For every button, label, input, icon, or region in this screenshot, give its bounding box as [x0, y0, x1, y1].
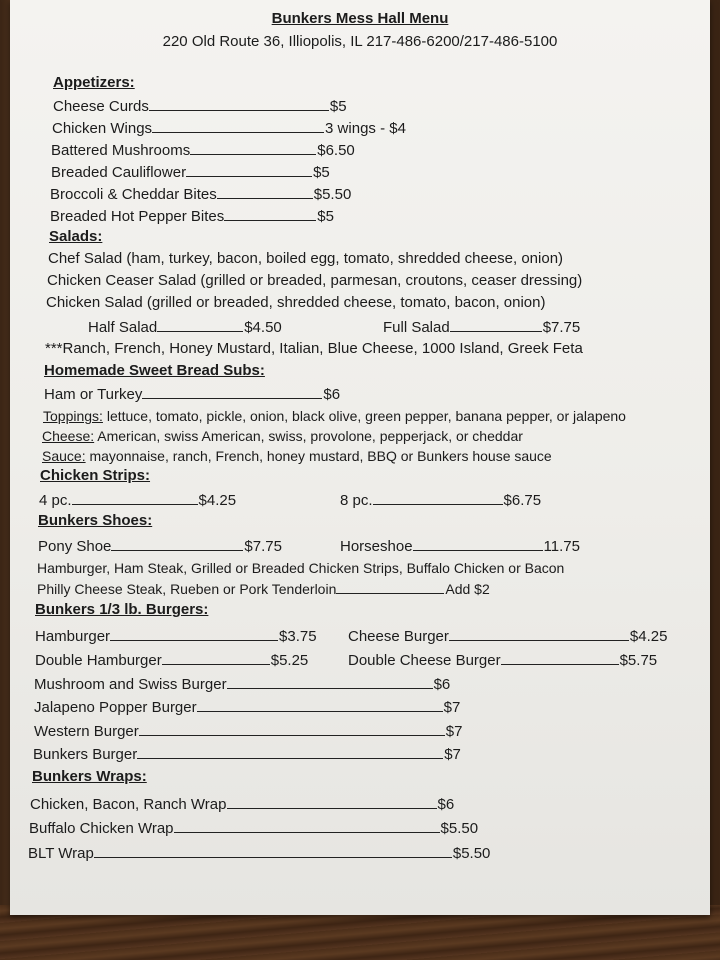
menu-sheet: [10, 0, 710, 915]
wraps-heading: Bunkers Wraps:: [32, 768, 147, 785]
cheese-line: Cheese: American, swiss American, swiss, provolone, pepperjack, or cheddar: [42, 428, 523, 444]
salad-full-price: Full Salad $7.75: [383, 319, 581, 336]
hamburger: Hamburger $3.75: [35, 628, 317, 645]
salad-half-price: Half Salad $4.50: [88, 319, 282, 336]
burgers-heading: Bunkers 1/3 lb. Burgers:: [35, 601, 209, 618]
menu-item: Buffalo Chicken Wrap $5.50: [29, 820, 479, 837]
dressings-list: ***Ranch, French, Honey Mustard, Italian, Blue Cheese, 1000 Island, Greek Feta: [45, 340, 583, 357]
menu-item: Western Burger $7: [34, 723, 463, 740]
pony-shoe: Pony Shoe $7.75: [38, 538, 282, 555]
menu-item: BLT Wrap $5.50: [28, 845, 491, 862]
double-hamburger: Double Hamburger $5.25: [35, 652, 309, 669]
strips-heading: Chicken Strips:: [40, 467, 151, 484]
horseshoe: Horseshoe 11.75: [340, 538, 580, 555]
shoe-options: Hamburger, Ham Steak, Grilled or Breaded Chicken Strips, Buffalo Chicken or Bacon: [37, 560, 565, 576]
salad-description: Chicken Ceaser Salad (grilled or breaded, parmesan, croutons, ceaser dressing): [47, 272, 583, 289]
menu-item: Ham or Turkey $6: [44, 386, 341, 403]
menu-item: Bunkers Burger $7: [33, 746, 461, 763]
toppings-line: Toppings: lettuce, tomato, pickle, onion, black olive, green pepper, banana pepper, or jalapeno: [43, 408, 626, 424]
salads-heading: Salads:: [49, 228, 103, 245]
menu-item: Mushroom and Swiss Burger $6: [34, 676, 451, 693]
shoe-extras: Philly Cheese Steak, Rueben or Pork Tenderloin Add $2: [37, 581, 490, 597]
double-cheese-burger: Double Cheese Burger $5.75: [348, 652, 658, 669]
subs-heading: Homemade Sweet Bread Subs:: [44, 362, 265, 379]
menu-item: Battered Mushrooms $6.50: [51, 142, 355, 159]
menu-item: Breaded Cauliflower $5: [51, 164, 330, 181]
sauce-line: Sauce: mayonnaise, ranch, French, honey mustard, BBQ or Bunkers house sauce: [42, 448, 552, 464]
appetizers-heading: Appetizers:: [53, 74, 135, 91]
menu-item: Chicken, Bacon, Ranch Wrap $6: [30, 796, 455, 813]
menu-item: Broccoli & Cheddar Bites $5.50: [50, 186, 352, 203]
menu-address: 220 Old Route 36, Illiopolis, IL 217-486-6200/217-486-5100: [162, 33, 558, 50]
salad-description: Chicken Salad (grilled or breaded, shredded cheese, tomato, bacon, onion): [46, 294, 546, 311]
menu-item: Chicken Wings 3 wings - $4: [52, 120, 406, 137]
strips-8pc: 8 pc. $6.75: [340, 492, 542, 509]
shoes-heading: Bunkers Shoes:: [38, 512, 153, 529]
salad-description: Chef Salad (ham, turkey, bacon, boiled egg, tomato, shredded cheese, onion): [48, 250, 564, 267]
strips-4pc: 4 pc. $4.25: [39, 492, 237, 509]
menu-title: Bunkers Mess Hall Menu: [271, 10, 449, 27]
menu-item: Jalapeno Popper Burger $7: [34, 699, 461, 716]
cheese-burger: Cheese Burger $4.25: [348, 628, 668, 645]
menu-item: Cheese Curds $5: [53, 98, 347, 115]
menu-item: Breaded Hot Pepper Bites $5: [50, 208, 334, 225]
